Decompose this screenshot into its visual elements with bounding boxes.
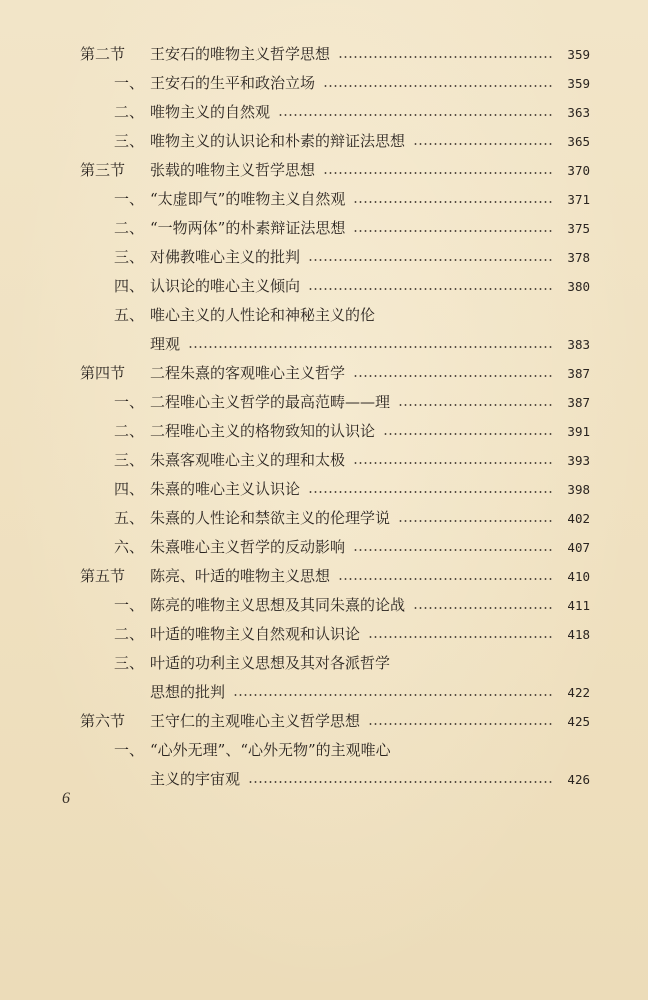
leader-dots-line <box>233 694 552 696</box>
toc-entry-label: 三、 <box>114 451 145 469</box>
leader-dots-line <box>308 259 552 261</box>
leader-dots-line <box>323 172 552 174</box>
toc-entry-title: 叶适的唯物主义自然观和认识论 <box>150 625 361 643</box>
toc-entry-title: 唯物主义的认识论和朴素的辩证法思想 <box>150 132 406 150</box>
toc-entry-label: 一、 <box>114 741 145 759</box>
toc-entry-page: 363 <box>567 105 590 120</box>
toc-entry-page: 375 <box>567 221 590 236</box>
leader-dots <box>323 69 552 98</box>
toc-entry-label: 六、 <box>114 538 145 556</box>
leader-dots-line <box>353 230 552 232</box>
toc-entry-page: 370 <box>567 163 590 178</box>
toc-subsection-row[interactable] <box>0 272 648 301</box>
leader-dots <box>338 40 552 69</box>
leader-dots <box>413 127 552 156</box>
leader-dots <box>308 272 552 301</box>
toc-entry-title: 王安石的唯物主义哲学思想 <box>150 45 331 63</box>
leader-dots <box>398 504 552 533</box>
toc-subsection-row[interactable] <box>0 301 648 330</box>
leader-dots-line <box>368 723 552 725</box>
toc-entry-title: 对佛教唯心主义的批判 <box>150 248 301 266</box>
toc-continuation-row[interactable] <box>0 765 648 794</box>
toc-entry-page: 359 <box>567 47 590 62</box>
leader-dots <box>188 330 552 359</box>
toc-subsection-row[interactable] <box>0 185 648 214</box>
toc-entry-title: “一物两体”的朴素辩证法思想 <box>150 219 346 237</box>
toc-entry-title: 陈亮的唯物主义思想及其同朱熹的论战 <box>150 596 406 614</box>
toc-entry-title: 朱熹客观唯心主义的理和太极 <box>150 451 346 469</box>
toc-entry-page: 378 <box>567 250 590 265</box>
toc-entry-title: 朱熹唯心主义哲学的反动影响 <box>150 538 346 556</box>
leader-dots <box>383 417 552 446</box>
toc-entry-label: 二、 <box>114 103 145 121</box>
toc-section-row[interactable] <box>0 156 648 185</box>
leader-dots-line <box>338 578 552 580</box>
toc-entry-title: 王安石的生平和政治立场 <box>150 74 316 92</box>
toc-entry-label: 第五节 <box>80 567 126 585</box>
toc-section-row[interactable] <box>0 707 648 736</box>
leader-dots-line <box>353 375 552 377</box>
toc-entry-label: 三、 <box>114 654 145 672</box>
toc-entry-label: 第四节 <box>80 364 126 382</box>
leader-dots-line <box>398 404 552 406</box>
leader-dots <box>353 214 552 243</box>
toc-entry-title: 认识论的唯心主义倾向 <box>150 277 301 295</box>
leader-dots-line <box>368 636 552 638</box>
toc-entry-page: 380 <box>567 279 590 294</box>
leader-dots <box>338 562 552 591</box>
toc-subsection-row[interactable] <box>0 649 648 678</box>
toc-entry-title: 思想的批判 <box>150 683 226 701</box>
toc-entry-label: 二、 <box>114 219 145 237</box>
toc-entry-title: 朱熹的人性论和禁欲主义的伦理学说 <box>150 509 391 527</box>
toc-entry-label: 一、 <box>114 596 145 614</box>
toc-entry-page: 425 <box>567 714 590 729</box>
toc-entry-page: 393 <box>567 453 590 468</box>
toc-entry-label: 四、 <box>114 277 145 295</box>
leader-dots <box>353 446 552 475</box>
toc-subsection-row[interactable] <box>0 736 648 765</box>
toc-entry-page: 418 <box>567 627 590 642</box>
toc-subsection-row[interactable] <box>0 620 648 649</box>
toc-entry-title: 二程朱熹的客观唯心主义哲学 <box>150 364 346 382</box>
toc-entry-label: 第二节 <box>80 45 126 63</box>
leader-dots <box>233 678 552 707</box>
leader-dots <box>308 475 552 504</box>
leader-dots-line <box>353 462 552 464</box>
toc-entry-label: 第三节 <box>80 161 126 179</box>
toc-entry-page: 383 <box>567 337 590 352</box>
page-number: 6 <box>62 790 70 807</box>
leader-dots <box>278 98 552 127</box>
toc-entry-page: 407 <box>567 540 590 555</box>
leader-dots <box>323 156 552 185</box>
leader-dots <box>353 185 552 214</box>
toc-entry-page: 371 <box>567 192 590 207</box>
table-of-contents <box>0 40 648 794</box>
toc-entry-title: “心外无理”、“心外无物”的主观唯心 <box>150 741 391 759</box>
leader-dots <box>353 533 552 562</box>
toc-entry-title: 唯心主义的人性论和神秘主义的伦 <box>150 306 376 324</box>
leader-dots-line <box>248 781 552 783</box>
toc-entry-page: 410 <box>567 569 590 584</box>
leader-dots-line <box>353 201 552 203</box>
toc-entry-page: 359 <box>567 76 590 91</box>
toc-entry-label: 二、 <box>114 422 145 440</box>
leader-dots-line <box>338 56 552 58</box>
leader-dots-line <box>308 288 552 290</box>
toc-subsection-row[interactable] <box>0 388 648 417</box>
toc-subsection-row[interactable] <box>0 475 648 504</box>
toc-continuation-row[interactable] <box>0 678 648 707</box>
toc-entry-page: 387 <box>567 395 590 410</box>
toc-entry-label: 四、 <box>114 480 145 498</box>
toc-continuation-row[interactable] <box>0 330 648 359</box>
toc-entry-title: 唯物主义的自然观 <box>150 103 271 121</box>
leader-dots-line <box>413 143 552 145</box>
toc-entry-page: 426 <box>567 772 590 787</box>
leader-dots-line <box>308 491 552 493</box>
toc-entry-title: 陈亮、叶适的唯物主义思想 <box>150 567 331 585</box>
toc-section-row[interactable] <box>0 359 648 388</box>
leader-dots <box>248 765 552 794</box>
toc-entry-page: 402 <box>567 511 590 526</box>
toc-entry-title: 朱熹的唯心主义认识论 <box>150 480 301 498</box>
toc-entry-label: 一、 <box>114 74 145 92</box>
toc-entry-label: 五、 <box>114 509 145 527</box>
toc-subsection-row[interactable] <box>0 69 648 98</box>
toc-entry-label: 二、 <box>114 625 145 643</box>
leader-dots <box>398 388 552 417</box>
leader-dots-line <box>413 607 552 609</box>
toc-entry-page: 422 <box>567 685 590 700</box>
leader-dots-line <box>188 346 552 348</box>
toc-entry-label: 一、 <box>114 393 145 411</box>
toc-entry-page: 391 <box>567 424 590 439</box>
toc-entry-label: 一、 <box>114 190 145 208</box>
leader-dots <box>368 707 552 736</box>
toc-entry-page: 365 <box>567 134 590 149</box>
leader-dots <box>413 591 552 620</box>
toc-entry-title: 王守仁的主观唯心主义哲学思想 <box>150 712 361 730</box>
leader-dots-line <box>353 549 552 551</box>
toc-entry-label: 三、 <box>114 248 145 266</box>
toc-entry-title: 二程唯心主义哲学的最高范畴——理 <box>150 393 391 411</box>
toc-entry-title: 叶适的功利主义思想及其对各派哲学 <box>150 654 391 672</box>
toc-subsection-row[interactable] <box>0 127 648 156</box>
leader-dots <box>368 620 552 649</box>
toc-entry-title: “太虚即气”的唯物主义自然观 <box>150 190 346 208</box>
toc-entry-page: 398 <box>567 482 590 497</box>
toc-subsection-row[interactable] <box>0 98 648 127</box>
toc-subsection-row[interactable] <box>0 417 648 446</box>
toc-subsection-row[interactable] <box>0 243 648 272</box>
toc-entry-title: 二程唯心主义的格物致知的认识论 <box>150 422 376 440</box>
leader-dots <box>308 243 552 272</box>
leader-dots-line <box>398 520 552 522</box>
toc-entry-page: 411 <box>567 598 590 613</box>
toc-entry-label: 五、 <box>114 306 145 324</box>
toc-entry-title: 张载的唯物主义哲学思想 <box>150 161 316 179</box>
toc-entry-label: 第六节 <box>80 712 126 730</box>
leader-dots <box>353 359 552 388</box>
toc-subsection-row[interactable] <box>0 504 648 533</box>
toc-entry-label: 三、 <box>114 132 145 150</box>
toc-subsection-row[interactable] <box>0 446 648 475</box>
toc-entry-page: 387 <box>567 366 590 381</box>
toc-subsection-row[interactable] <box>0 533 648 562</box>
toc-subsection-row[interactable] <box>0 591 648 620</box>
toc-section-row[interactable] <box>0 40 648 69</box>
leader-dots-line <box>383 433 552 435</box>
toc-subsection-row[interactable] <box>0 214 648 243</box>
toc-entry-title: 理观 <box>150 335 181 353</box>
toc-section-row[interactable] <box>0 562 648 591</box>
leader-dots-line <box>323 85 552 87</box>
toc-entry-title: 主义的宇宙观 <box>150 770 241 788</box>
leader-dots-line <box>278 114 552 116</box>
